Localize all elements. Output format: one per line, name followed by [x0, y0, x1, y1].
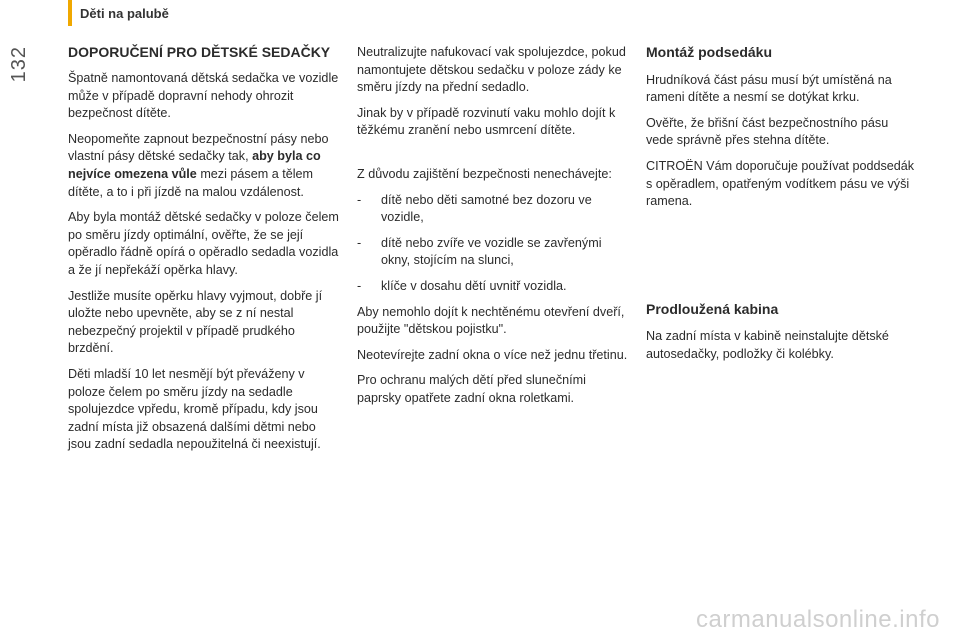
section-header: Děti na palubě	[80, 6, 169, 21]
list-item	[357, 235, 629, 270]
subheading-booster: Montáž podsedáku	[646, 44, 773, 60]
paragraph: Aby byla montáž dětské sedačky v poloze čelem po směru jízdy optimální, ověřte, že se její opěradlo řádně opírá o opěradlo sedadla vozidla a že jí nepřekáží opěrka hlavy.	[68, 210, 339, 277]
paragraph: Hrudníková část pásu musí být umístěná na rameni dítěte a nesmí se dotýkat krku.	[646, 72, 892, 105]
column-middle	[357, 44, 629, 416]
paragraph: Jinak by v případě rozvinutí vaku mohlo dojít k těžkému zranění nebo usmrcení dítěte.	[357, 105, 616, 138]
paragraph: CITROËN Vám doporučuje používat poddsedák s opěradlem, opatřeným vodítkem pásu ve výši ramena.	[646, 158, 915, 209]
paragraph: Neutralizujte nafukovací vak spolujezdce, pokud namontujete dětskou sedačku v poloze zády ke směru jízdy na přední sedadlo.	[357, 45, 626, 95]
header-accent-bar	[68, 0, 72, 26]
column-right	[646, 44, 918, 372]
paragraph-text: Neopomeňte zapnout bezpečnostní pásy nebo vlastní pásy dětské sedačky tak,	[68, 131, 329, 164]
emphasis-text: aby byla co nejvíce omezena vůle	[68, 149, 321, 181]
list-item	[357, 192, 629, 227]
dash-marker: -	[357, 192, 362, 207]
dash-marker: -	[357, 235, 362, 250]
paragraph: Ověřte, že břišní část bezpečnostního pásu vede správně přes stehna dítěte.	[646, 115, 889, 148]
paragraph: Špatně namontovaná dětská sedačka ve vozidle může v případě dopravní nehody ohrozit bezpečnost dítěte.	[68, 71, 339, 121]
paragraph: Na zadní místa v kabině neinstalujte dětské autosedačky, podložky či kolébky.	[646, 329, 889, 361]
paragraph: Jestliže musíte opěrku hlavy vyjmout, dobře jí uložte nebo upevněte, aby se z ní nestal nebezpečný projektil v případě prudkého brzdění.	[68, 288, 323, 356]
spacer	[357, 148, 629, 166]
dash-marker: -	[357, 278, 362, 293]
list-item	[357, 278, 629, 296]
page-number: 132	[8, 46, 30, 83]
list-item-text: klíče v dosahu dětí uvnitř vozidla.	[381, 278, 567, 293]
column-left	[68, 44, 340, 462]
warning-list	[357, 192, 629, 296]
paragraph-belts	[68, 131, 340, 201]
paragraph: Pro ochranu malých dětí před slunečními paprsky opatřete zadní okna roletkami.	[357, 373, 586, 405]
paragraph: Děti mladší 10 let nesmějí být převáženy v poloze čelem po směru jízdy na sedadle spolujezdce vpředu, kromě případu, kdy jsou zadní místa již obsazená dalšími dětmi nebo jsou zadní sedadla nepoužitelná či neexistují.	[68, 366, 321, 452]
subheading-extended-cab: Prodloužená kabina	[646, 300, 779, 317]
paragraph-text: mezi pásem a tělem dítěte, a to i při jízdě na malou vzdálenost.	[68, 166, 313, 199]
main-title: DOPORUČENÍ PRO DĚTSKÉ SEDAČKY	[68, 44, 331, 60]
paragraph: Aby nemohlo dojít k nechtěnému otevření dveří, použijte "dětskou pojistku".	[357, 304, 625, 337]
watermark: carmanualsonline.info	[696, 606, 940, 633]
paragraph: Neotevírejte zadní okna o více než jednu třetinu.	[357, 347, 628, 362]
list-item-text: dítě nebo děti samotné bez dozoru ve vozidle,	[381, 192, 592, 225]
paragraph: Z důvodu zajištění bezpečnosti nenechávejte:	[357, 166, 612, 181]
list-item-text: dítě nebo zvíře ve vozidle se zavřenými okny, stojícím na slunci,	[381, 235, 602, 268]
